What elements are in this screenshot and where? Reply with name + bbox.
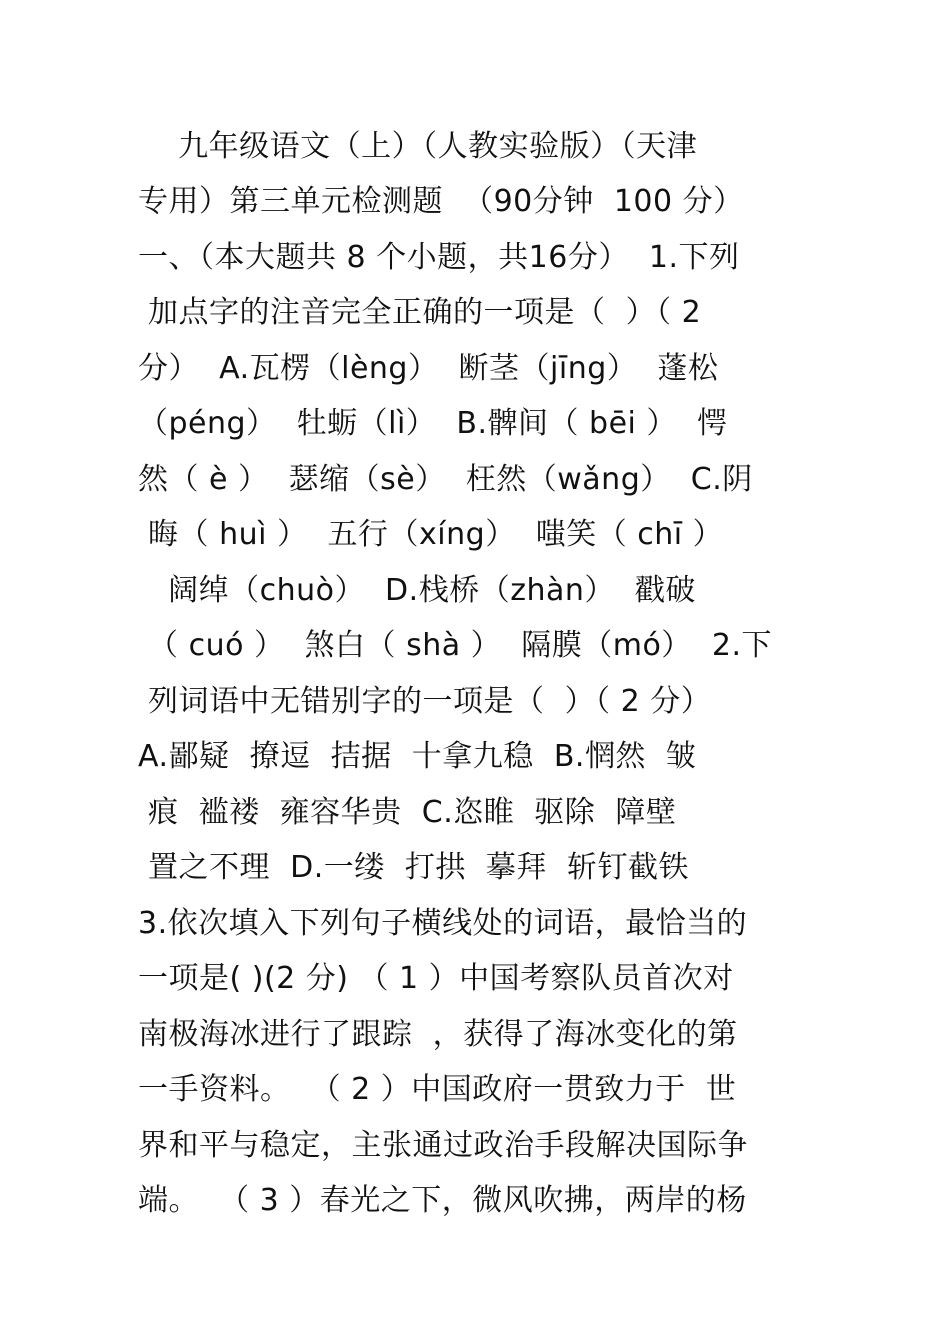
text-line: 界和平与稳定，主张通过政治手段解决国际争 bbox=[138, 1128, 748, 1163]
text-line: 晦（ huì ） 五行（xíng） 嗤笑（ chī ） bbox=[138, 517, 724, 552]
text-line: 痕 褴褛 雍容华贵 C.恣睢 驱除 障壁 bbox=[138, 795, 677, 830]
text-line: 九年级语文（上）（人教实验版）（天津 bbox=[138, 129, 698, 164]
text-line: 一、（本大题共 8 个小题，共16分） 1.下列 bbox=[138, 240, 740, 275]
text-line: 端。 （ 3 ）春光之下，微风吹拂，两岸的杨 bbox=[138, 1183, 747, 1218]
text-line: 一手资料。 （ 2 ）中国政府一贯致力于 世 bbox=[138, 1072, 737, 1107]
text-line: A.鄙疑 撩逗 拮据 十拿九稳 B.惘然 皱 bbox=[138, 739, 697, 774]
text-line: 然（ è ） 瑟缩（sè） 枉然（wǎng） C.阴 bbox=[138, 462, 753, 497]
text-line: 分） A.瓦楞（lèng） 断茎（jīng） 蓬松 bbox=[138, 351, 719, 386]
text-line: 置之不理 D.一缕 打拱 摹拜 斩钉截铁 bbox=[138, 850, 689, 885]
text-line: 3.依次填入下列句子横线处的词语，最恰当的 bbox=[138, 906, 748, 941]
text-line: 阔绰（chuò） D.栈桥（zhàn） 戳破 bbox=[138, 573, 696, 608]
text-line: 南极海冰进行了跟踪 ，获得了海冰变化的第 bbox=[138, 1017, 738, 1052]
text-line: 专用）第三单元检测题 （90分钟 100 分） bbox=[138, 184, 744, 219]
text-line: （ cuó ） 煞白（ shà ） 隔膜（mó） 2.下 bbox=[138, 628, 772, 663]
text-line: 列词语中无错别字的一项是（ ）（ 2 分） bbox=[138, 684, 712, 719]
text-line: 一项是( )(2 分) （ 1 ）中国考察队员首次对 bbox=[138, 961, 734, 996]
text-line: 加点字的注音完全正确的一项是（ ）（ 2 bbox=[138, 295, 702, 330]
text-line: （péng） 牡蛎（lì） B.髀间（ bēi ） 愕 bbox=[138, 406, 728, 441]
